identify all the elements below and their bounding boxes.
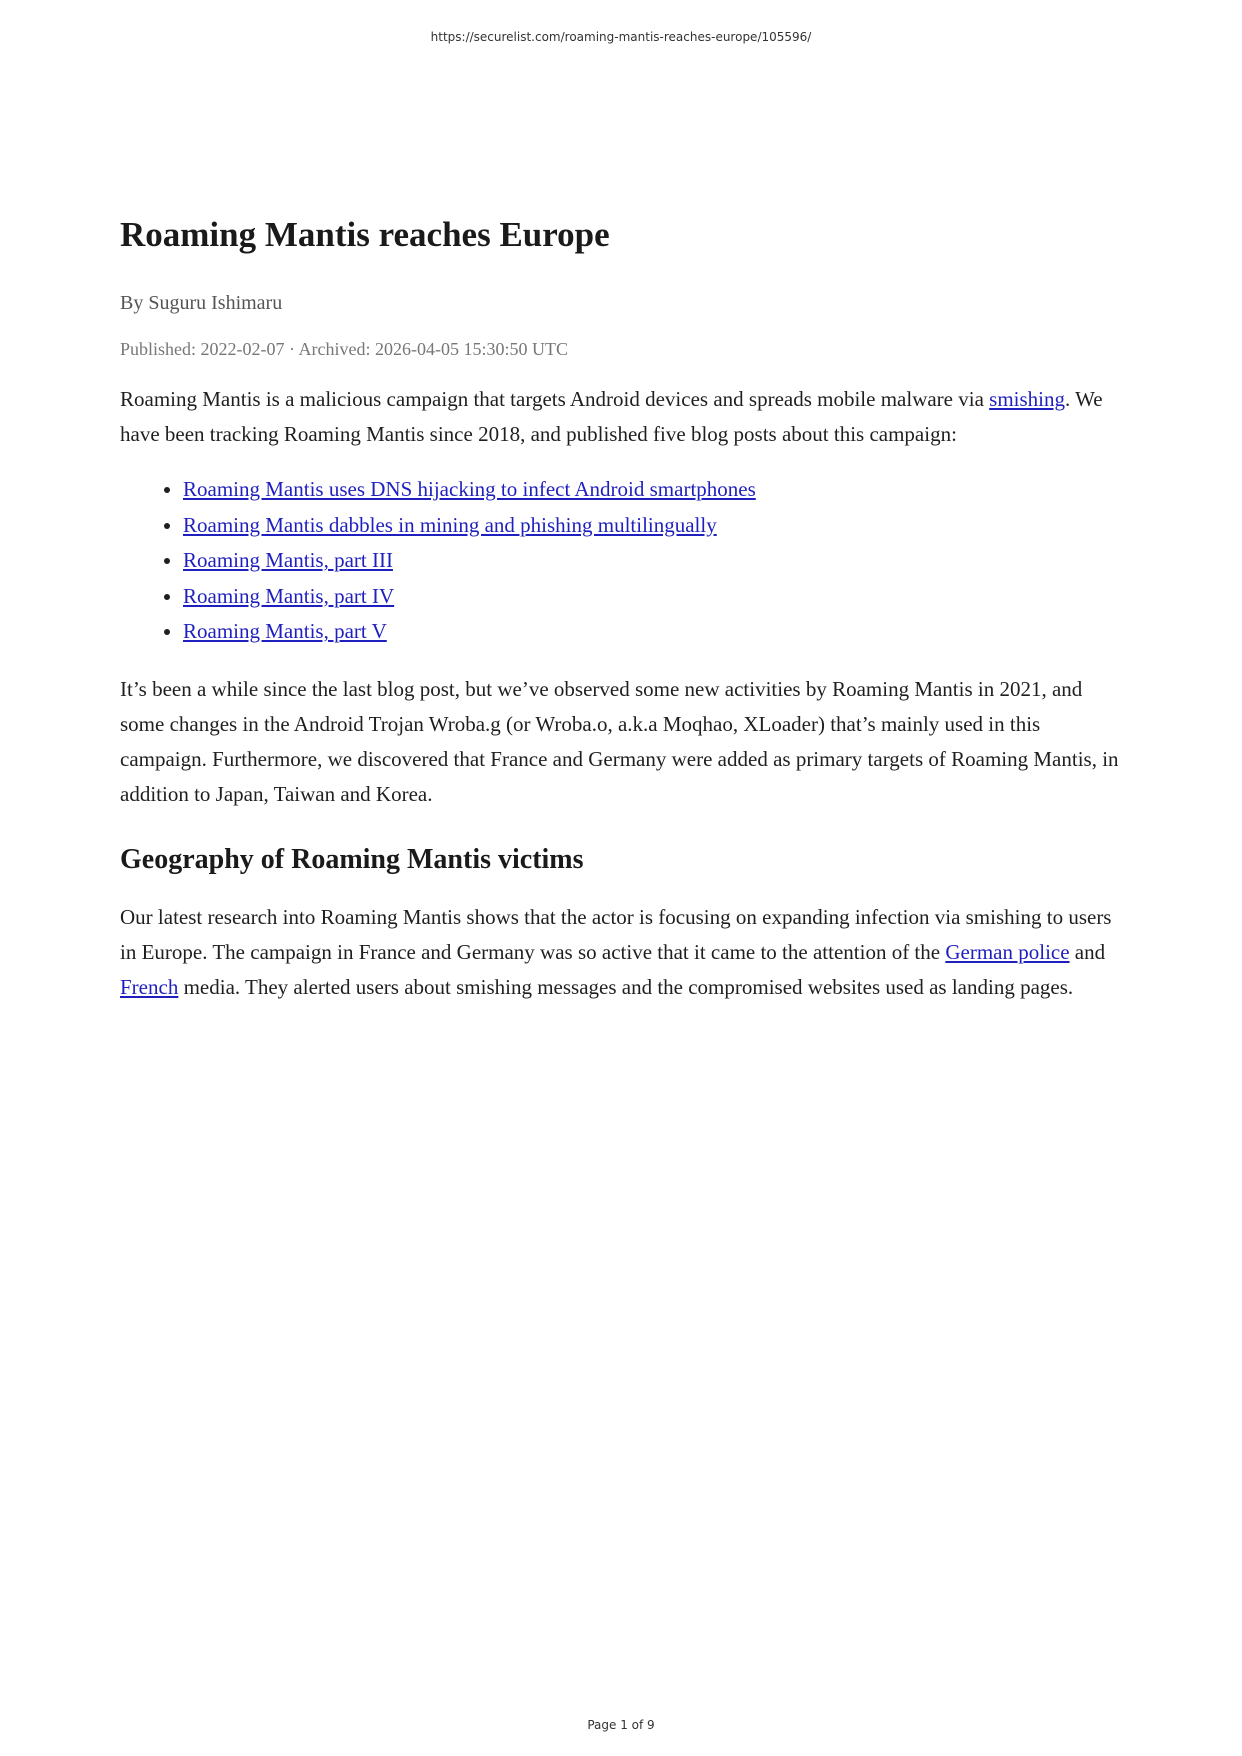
geography-text-end: media. They alerted users about smishing messages and the compromised websites used as landing pages. (178, 974, 1074, 999)
list-item (183, 508, 1130, 544)
article-title: Roaming Mantis reaches Europe (120, 215, 610, 254)
geography-text: Our latest research into Roaming Mantis shows that the actor is focusing on expanding infection via smishing to users in Europe. The campaign in France and Germany was so active that it came to the attention of the (120, 904, 1112, 964)
list-item (183, 614, 1130, 650)
list-item (183, 579, 1130, 615)
list-item (183, 543, 1130, 579)
intro-text-end: . We have been tracking Roaming Mantis since 2018, and published five blog posts about this campaign: (120, 387, 1103, 446)
geography-paragraph (120, 900, 1130, 1005)
german-police-link[interactable]: German police (945, 939, 1070, 964)
intro-text: Roaming Mantis is a malicious campaign that targets Android devices and spreads mobile malware via (120, 387, 990, 411)
post-link-part-3[interactable]: Roaming Mantis, part III (183, 548, 393, 572)
french-link[interactable]: French (120, 974, 179, 999)
list-item (183, 472, 1130, 508)
geography-text-and: and (1069, 939, 1106, 964)
activity-paragraph: It’s been a while since the last blog post, but we’ve observed some new activities by Roaming Mantis in 2021, and some changes in the Android Trojan Wroba.g (or Wroba.o, a.k.a Moqhao, XLoader) that’s mainly used in this campaign. Furthermore, we discovered that France and Germany were added as primary targets of Roaming Mantis, in addition to Japan, Taiwan and Korea. (120, 676, 1119, 806)
author-byline: By Suguru Ishimaru (120, 292, 283, 314)
post-link-dns-hijacking[interactable]: Roaming Mantis uses DNS hijacking to infect Android smartphones (183, 477, 756, 501)
smishing-link[interactable]: smishing (989, 387, 1066, 411)
post-link-mining-phishing[interactable]: Roaming Mantis dabbles in mining and phishing multilingually (183, 512, 717, 537)
page-url: https://securelist.com/roaming-mantis-reaches-europe/105596/ (430, 30, 812, 44)
blog-post-list (120, 472, 1130, 650)
post-link-part-4[interactable]: Roaming Mantis, part IV (183, 583, 395, 608)
page-number: Page 1 of 9 (587, 1718, 655, 1732)
post-link-part-5[interactable]: Roaming Mantis, part V (183, 619, 387, 643)
section-heading: Geography of Roaming Mantis victims (120, 843, 584, 875)
intro-paragraph (120, 382, 1130, 452)
article (120, 190, 1130, 1005)
publish-meta: Published: 2022-02-07 · Archived: 2026-04-05 15:30:50 UTC (120, 339, 568, 359)
